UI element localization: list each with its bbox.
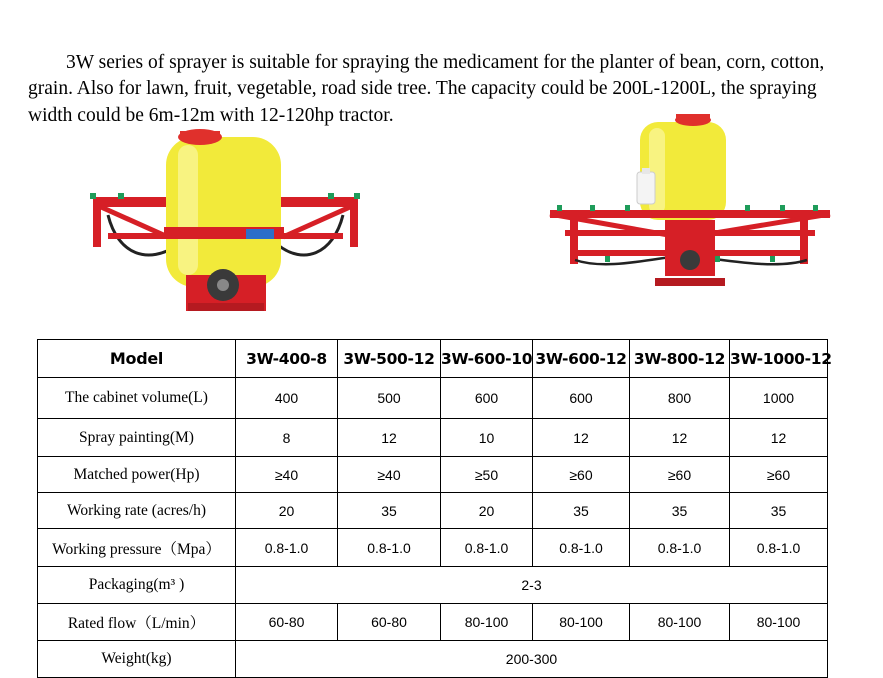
table-cell: 35 bbox=[533, 493, 630, 529]
table-row-weight bbox=[38, 641, 828, 678]
table-cell: 0.8-1.0 bbox=[338, 529, 441, 567]
header-model: 3W-1000-12 bbox=[730, 340, 828, 378]
table-cell: 10 bbox=[441, 419, 533, 457]
table-cell: 12 bbox=[730, 419, 828, 457]
header-model: 3W-400-8 bbox=[236, 340, 338, 378]
table-cell: 60-80 bbox=[338, 604, 441, 641]
table-cell: 8 bbox=[236, 419, 338, 457]
table-cell: 35 bbox=[630, 493, 730, 529]
table-cell: 60-80 bbox=[236, 604, 338, 641]
table-row-packaging bbox=[38, 567, 828, 604]
table-cell: 0.8-1.0 bbox=[730, 529, 828, 567]
table-row-matched-power bbox=[38, 457, 828, 493]
table-cell: 12 bbox=[533, 419, 630, 457]
table-row-spray-painting bbox=[38, 419, 828, 457]
table-cell: 0.8-1.0 bbox=[533, 529, 630, 567]
table-cell: 500 bbox=[338, 378, 441, 419]
table-cell: ≥60 bbox=[630, 457, 730, 493]
table-cell: 0.8-1.0 bbox=[236, 529, 338, 567]
table-cell: 20 bbox=[236, 493, 338, 529]
table-cell: 12 bbox=[338, 419, 441, 457]
row-label: The cabinet volume(L) bbox=[38, 378, 236, 419]
header-model-label: Model bbox=[38, 340, 236, 378]
table-cell: 600 bbox=[533, 378, 630, 419]
sprayer-folded-boom-photo bbox=[545, 110, 835, 295]
table-cell: 35 bbox=[338, 493, 441, 529]
table-cell: 80-100 bbox=[441, 604, 533, 641]
header-model: 3W-600-10 bbox=[441, 340, 533, 378]
table-cell: ≥50 bbox=[441, 457, 533, 493]
table-cell: 0.8-1.0 bbox=[630, 529, 730, 567]
table-cell: 80-100 bbox=[630, 604, 730, 641]
row-label: Working rate (acres/h) bbox=[38, 493, 236, 529]
table-header-row bbox=[38, 340, 828, 378]
table-cell: ≥40 bbox=[236, 457, 338, 493]
table-cell: 80-100 bbox=[730, 604, 828, 641]
table-cell: 400 bbox=[236, 378, 338, 419]
intro-text: 3W series of sprayer is suitable for spraying the medicament for the planter of bean, corn, cotton, grain. Also for lawn, fruit, vegetable, road side tree. The capacity could be 200L-1200L, the spraying width could be 6m-12m with 12-120hp tractor. bbox=[28, 51, 825, 126]
table-cell: 1000 bbox=[730, 378, 828, 419]
table-cell: 0.8-1.0 bbox=[441, 529, 533, 567]
table-row-working-pressure bbox=[38, 529, 828, 567]
header-model: 3W-600-12 bbox=[533, 340, 630, 378]
row-label: Packaging(m³ ) bbox=[38, 567, 236, 604]
row-label: Rated flow（L/min） bbox=[38, 604, 236, 641]
table-cell: ≥40 bbox=[338, 457, 441, 493]
table-row-rated-flow bbox=[38, 604, 828, 641]
sprayer-front-photo bbox=[88, 125, 363, 320]
table-cell: 12 bbox=[630, 419, 730, 457]
spec-table bbox=[37, 339, 832, 678]
row-label: Spray painting(M) bbox=[38, 419, 236, 457]
row-label: Weight(kg) bbox=[38, 641, 236, 678]
table-cell: 80-100 bbox=[533, 604, 630, 641]
header-model: 3W-800-12 bbox=[630, 340, 730, 378]
table-cell: 600 bbox=[441, 378, 533, 419]
row-label: Working pressure（Mpa） bbox=[38, 529, 236, 567]
table-cell: ≥60 bbox=[730, 457, 828, 493]
table-cell: ≥60 bbox=[533, 457, 630, 493]
table-cell: 800 bbox=[630, 378, 730, 419]
table-cell-merged: 200-300 bbox=[236, 641, 828, 678]
table-row-working-rate bbox=[38, 493, 828, 529]
table-cell: 20 bbox=[441, 493, 533, 529]
header-model: 3W-500-12 bbox=[338, 340, 441, 378]
table-cell-merged: 2-3 bbox=[236, 567, 828, 604]
table-row-cabinet-volume bbox=[38, 378, 828, 419]
table-cell: 35 bbox=[730, 493, 828, 529]
row-label: Matched power(Hp) bbox=[38, 457, 236, 493]
